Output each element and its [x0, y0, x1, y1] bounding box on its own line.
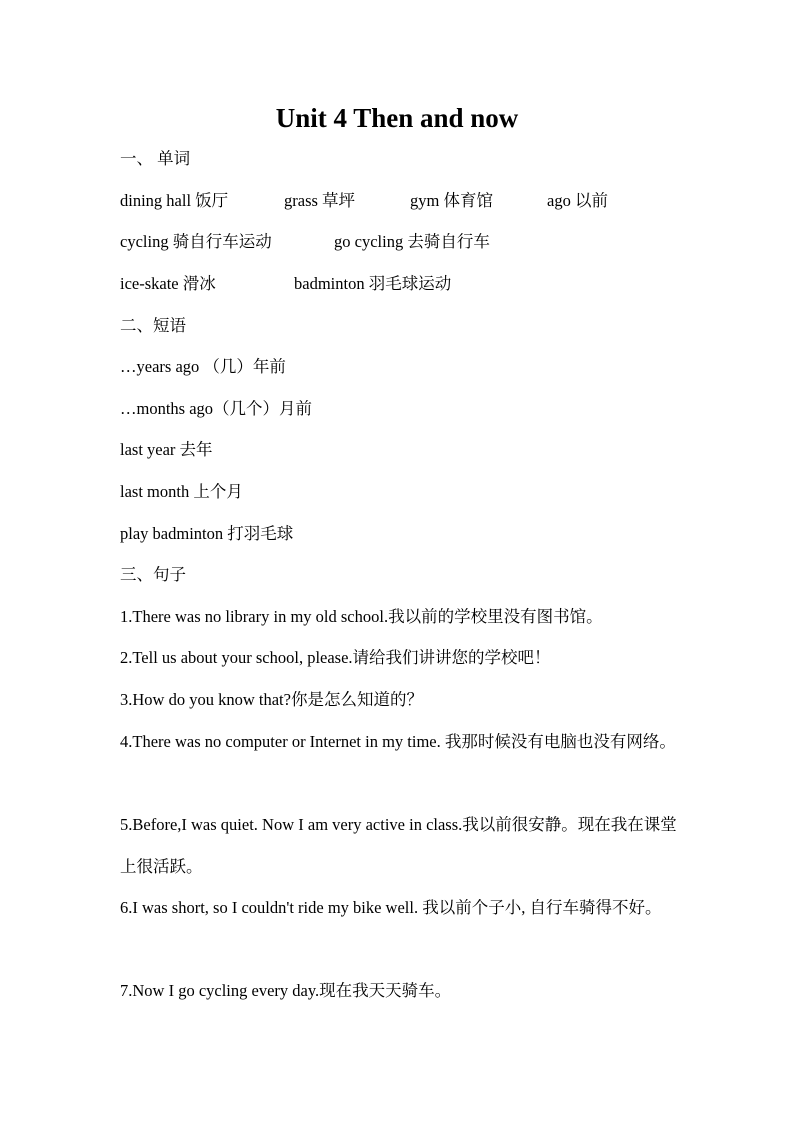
- vocab-item: dining hall 饭厅: [120, 191, 229, 210]
- words-heading: 一、 单词: [120, 149, 191, 168]
- sentence-item: 3.How do you know that?你是怎么知道的？: [120, 690, 423, 709]
- sentences-heading: 三、句子: [120, 565, 186, 584]
- vocab-item: go cycling 去骑自行车: [334, 232, 490, 251]
- phrase-item: last month 上个月: [120, 482, 243, 501]
- vocab-item: gym 体育馆: [410, 191, 493, 210]
- sentence-item: 5.Before,I was quiet. Now I am very active in class.我以前很安静。现在我在课堂上很活跃。: [120, 815, 677, 876]
- phrase-item: last year 去年: [120, 440, 213, 459]
- sentence-item: 1.There was no library in my old school.我以前的学校里没有图书馆。: [120, 607, 603, 626]
- phrase-item: …years ago （几）年前: [120, 357, 286, 376]
- phrases-heading: 二、短语: [120, 316, 186, 335]
- vocab-item: badminton 羽毛球运动: [294, 274, 452, 293]
- vocab-item: cycling 骑自行车运动: [120, 232, 272, 251]
- vocab-item: grass 草坪: [284, 191, 356, 210]
- phrase-item: …months ago（几个）月前: [120, 399, 313, 418]
- sentence-item: 6.I was short, so I couldn't ride my bike well. 我以前个子小, 自行车骑得不好。: [120, 898, 662, 917]
- sentence-item: 7.Now I go cycling every day.现在我天天骑车。: [120, 981, 452, 1000]
- vocab-item: ice-skate 滑冰: [120, 274, 216, 293]
- vocab-item: ago 以前: [547, 191, 608, 210]
- page-title: Unit 4 Then and now: [275, 103, 519, 133]
- sentence-item: 2.Tell us about your school, please.请给我们讲讲您的学校吧！: [120, 648, 551, 667]
- sentence-item: 4.There was no computer or Internet in my time. 我那时候没有电脑也没有网络。: [120, 732, 676, 751]
- phrase-item: play badminton 打羽毛球: [120, 524, 294, 543]
